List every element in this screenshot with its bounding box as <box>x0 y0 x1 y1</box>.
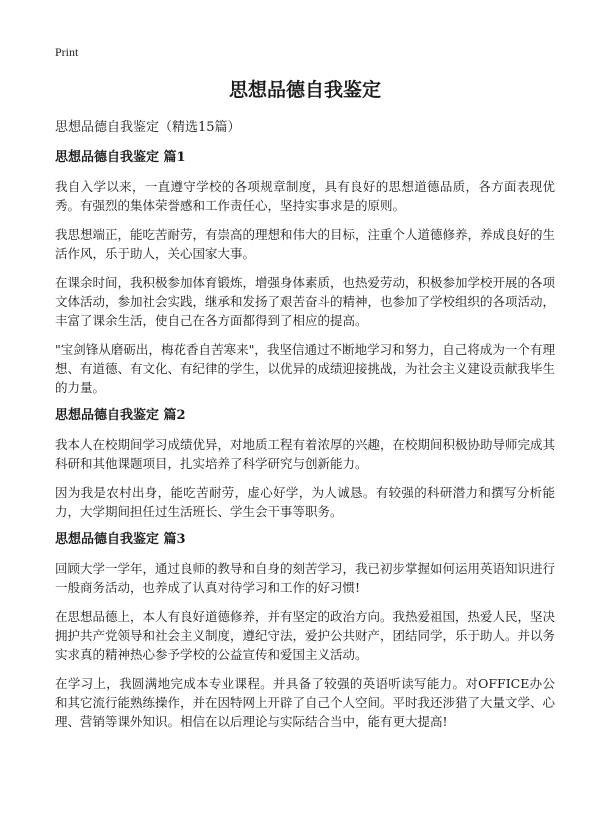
section-1 <box>55 149 555 397</box>
paragraph: 回顾大学一学年，通过良师的教导和自身的刻苦学习，我已初步掌握如何运用英语知识进行一般商务活动，也养成了认真对待学习和工作的好习惯! <box>55 561 556 595</box>
document-body <box>55 76 555 741</box>
section-3 <box>55 531 555 731</box>
section-heading: 思想品德自我鉴定 篇2 <box>55 408 186 423</box>
paragraph: 在课余时间，我积极参加体育锻炼，增强身体素质，也热爱劳动，积极参加学校开展的各项文体活动，参加社会实践，继承和发扬了艰苦奋斗的精神，也参加了学校组织的各项活动，丰富了课余生活，使自己在各方面都得到了相应的提高。 <box>55 275 556 328</box>
paragraph: 在思想品德上，本人有良好道德修养，并有坚定的政治方向。我热爱祖国，热爱人民，坚决拥护共产党领导和社会主义制度，遵纪守法，爱护公共财产，团结同学，乐于助人。并以务实求真的精神热心参予学校的公益宣传和爱国主义活动。 <box>55 609 556 662</box>
paragraph: 因为我是农村出身，能吃苦耐劳，虚心好学，为人诚恳。有较强的科研潜力和撰写分析能力，大学期间担任过生活班长、学生会干事等职务。 <box>55 485 555 519</box>
paragraph: "宝剑锋从磨砺出，梅花香自苦寒来"，我坚信通过不断地学习和努力，自己将成为一个有理想、有道德、有文化、有纪律的学生，以优异的成绩迎接挑战，为社会主义建设贡献我毕生的力量。 <box>55 342 556 395</box>
paragraph: 在学习上，我圆满地完成本专业课程。并具备了较强的英语听读写能力。对OFFICE办公和其它流行能熟练操作，并在因特网上开辟了自己个人空间。平时我还涉猎了大量文学、心理、营销等课外知识。相信在以后理论与实际结合当中，能有更大提高! <box>55 676 556 729</box>
document-subtitle: 思想品德自我鉴定（精选15篇） <box>55 120 241 135</box>
document-title: 思想品德自我鉴定 <box>228 79 381 101</box>
paragraph: 我本人在校期间学习成绩优异，对地质工程有着浓厚的兴趣，在校期间积极协助导师完成其科研和其他课题项目，扎实培养了科学研究与创新能力。 <box>55 437 556 471</box>
print-link[interactable]: Print <box>55 45 79 59</box>
paragraph: 我思想端正，能吃苦耐劳，有崇高的理想和伟大的目标，注重个人道德修养，养成良好的生活作风，乐于助人，关心国家大事。 <box>55 227 556 261</box>
section-2 <box>55 407 555 521</box>
paragraph: 我自入学以来，一直遵守学校的各项规章制度，具有良好的思想道德品质，各方面表现优秀。有强烈的集体荣誉感和工作责任心，坚持实事求是的原则。 <box>55 179 555 213</box>
section-heading: 思想品德自我鉴定 篇3 <box>55 532 186 547</box>
section-heading: 思想品德自我鉴定 篇1 <box>55 150 186 165</box>
